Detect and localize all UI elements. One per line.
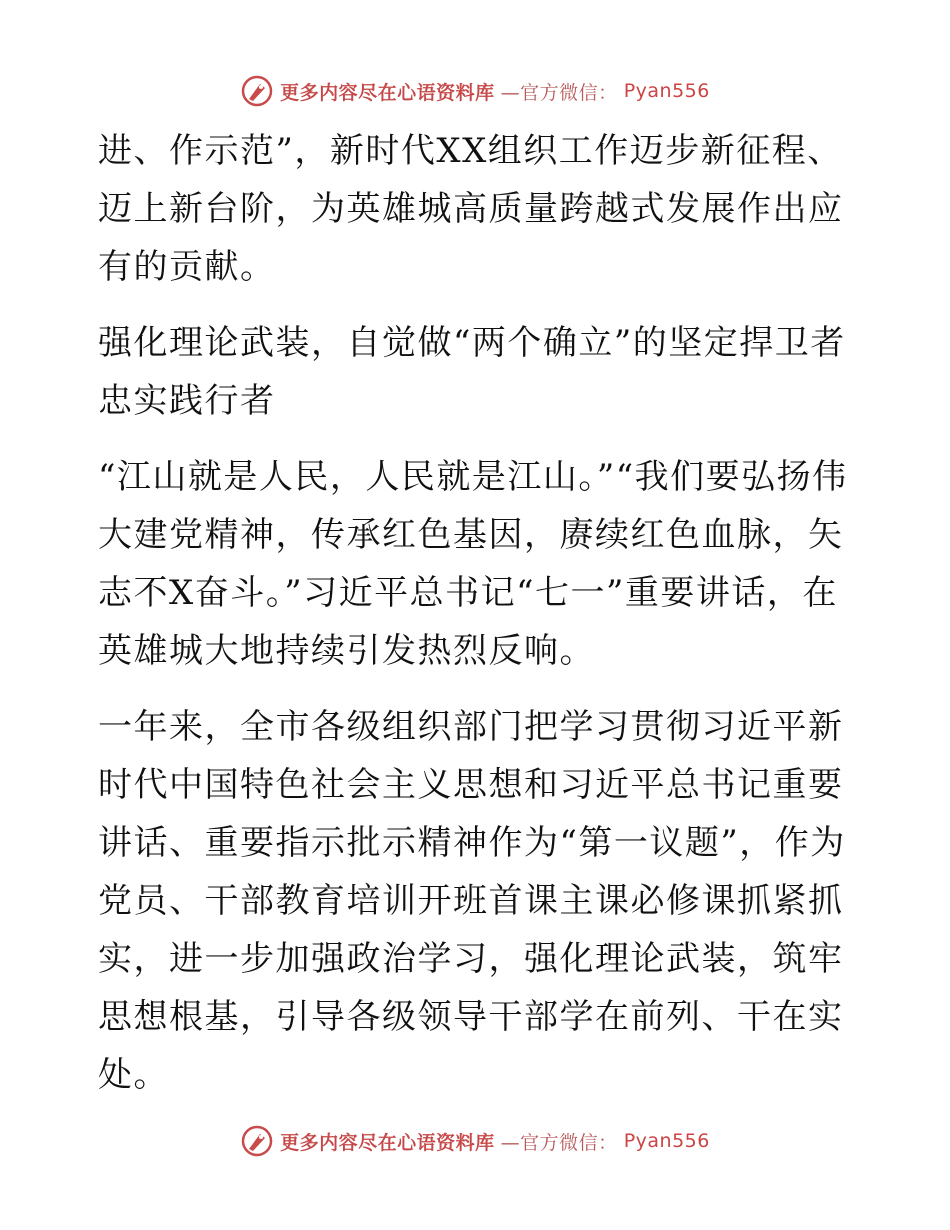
pen-nib-logo-icon [240, 74, 274, 108]
paragraph-3: 一年来，全市各级组织部门把学习贯彻习近平新时代中国特色社会主义思想和习近平总书记重要讲话、重要指示批示精神作为“第一议题”，作为党员、干部教育培训开班首课主课必修课抓紧抓实，进一步加强政治学习，强化理论武装，筑牢思想根基，引导各级领导干部学在前列、干在实处。 [98, 707, 846, 1095]
watermark-account: Pyan556 [623, 80, 710, 102]
document-body [98, 122, 858, 1122]
paragraph-1: 进、作示范”，新时代XX组织工作迈步新征程、迈上新台阶，为英雄城高质量跨越式发展作出应有的贡献。 [98, 131, 844, 287]
watermark-text: 更多内容尽在心语资料库 [280, 1131, 495, 1154]
watermark-footer [0, 1124, 950, 1158]
watermark-separator: —官方微信： [500, 81, 618, 104]
watermark-header [0, 74, 950, 108]
watermark-separator: —官方微信： [500, 1131, 618, 1154]
watermark-text: 更多内容尽在心语资料库 [280, 81, 495, 104]
pen-nib-logo-icon [240, 1124, 274, 1158]
watermark-account: Pyan556 [623, 1130, 710, 1152]
section-heading: 强化理论武装，自觉做“两个确立”的坚定捍卫者忠实践行者 [98, 323, 846, 421]
paragraph-2: “江山就是人民，人民就是江山。”“我们要弘扬伟大建党精神，传承红色基因，赓续红色血脉，矢志不X奋斗。”习近平总书记“七一”重要讲话，在英雄城大地持续引发热烈反响。 [98, 457, 848, 671]
